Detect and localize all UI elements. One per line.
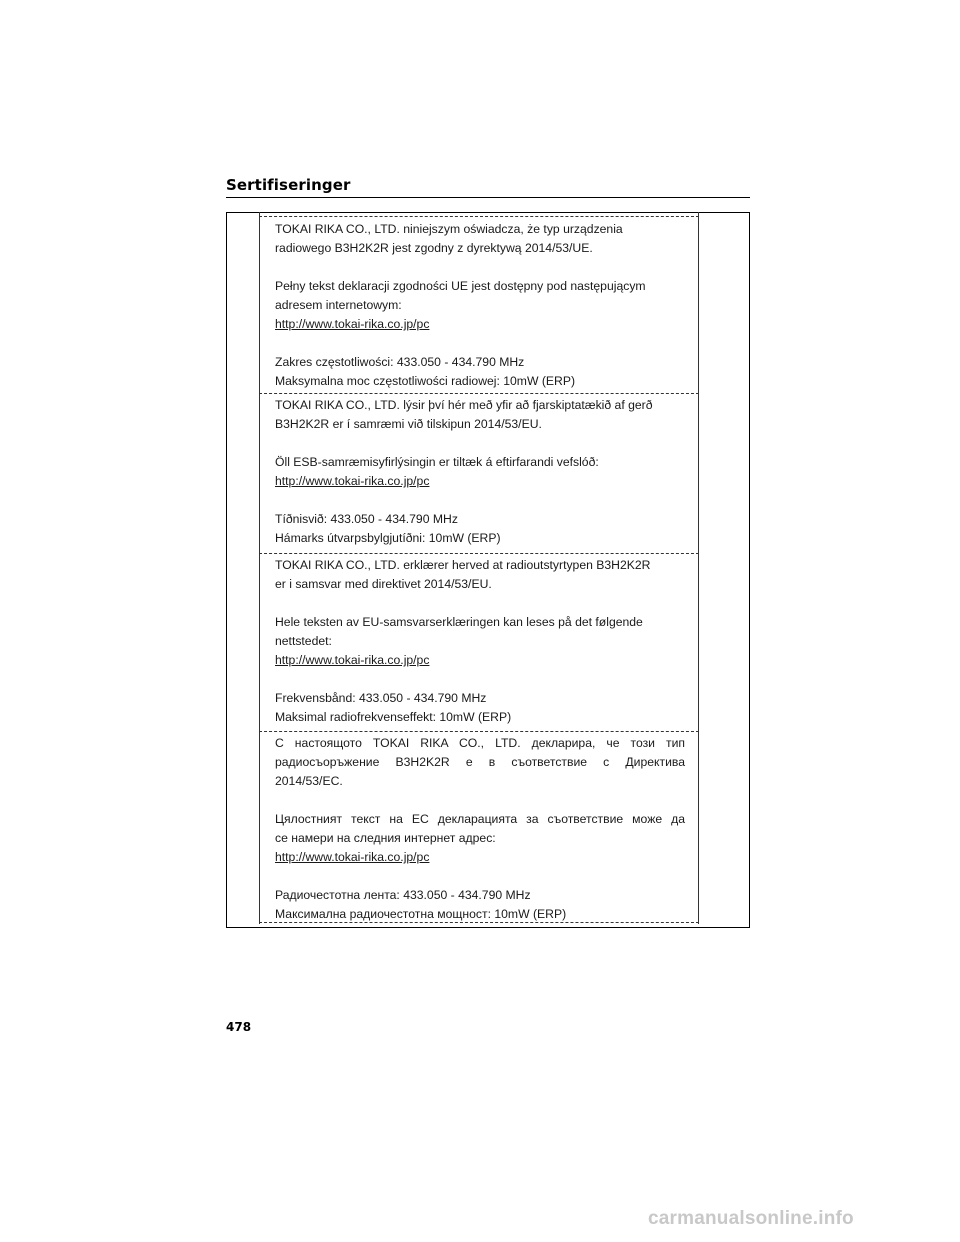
declaration-block-bulgarian <box>275 734 685 924</box>
max-power: Максимална радиочестотна мощност: 10mW (ERP) <box>275 907 567 921</box>
top-dashed-line <box>259 216 699 217</box>
declaration-url-link[interactable]: http://www.tokai-rika.co.jp/pc <box>275 653 430 667</box>
fulltext-line: се намери на следния интернет адрес: <box>275 831 496 845</box>
fulltext-line: Pełny tekst deklaracji zgodności UE jest dostępny pod następującym <box>275 279 646 293</box>
fulltext-line: Цялостният текст на ЕС декларацията за съответствие може да <box>275 812 685 826</box>
frequency-range: Tíðnisvið: 433.050 - 434.790 MHz <box>275 512 458 526</box>
declaration-line: er i samsvar med direktivet 2014/53/EU. <box>275 577 492 591</box>
declaration-url-link[interactable]: http://www.tokai-rika.co.jp/pc <box>275 850 430 864</box>
page-number: 478 <box>226 1020 252 1034</box>
declaration-line: TOKAI RIKA CO., LTD. niniejszym oświadcza, że typ urządzenia <box>275 222 623 236</box>
block-divider <box>259 731 699 732</box>
declaration-line: 2014/53/ЕС. <box>275 774 343 788</box>
fulltext-line: adresem internetowym: <box>275 298 402 312</box>
fulltext-line: Hele teksten av EU-samsvarserklæringen kan leses på det følgende <box>275 615 643 629</box>
declaration-block-polish <box>275 220 685 391</box>
frequency-range: Радиочестотна лента: 433.050 - 434.790 MHz <box>275 888 531 902</box>
declaration-block-norwegian <box>275 556 685 727</box>
fulltext-line: Öll ESB-samræmisyfirlýsingin er tiltæk á eftirfarandi vefslóð: <box>275 455 599 469</box>
declaration-line: radiowego B3H2K2R jest zgodny z dyrektywą 2014/53/UE. <box>275 241 593 255</box>
declaration-line: радиосъоръжение B3H2K2R е в съответствие с Директива <box>275 755 685 769</box>
block-divider <box>259 393 699 394</box>
declaration-line: TOKAI RIKA CO., LTD. erklærer herved at radioutstyrtypen B3H2K2R <box>275 558 651 572</box>
title-underline <box>226 197 750 198</box>
max-power: Maksymalna moc częstotliwości radiowej: 10mW (ERP) <box>275 374 576 388</box>
declaration-url-link[interactable]: http://www.tokai-rika.co.jp/pc <box>275 317 430 331</box>
block-divider <box>259 553 699 554</box>
max-power: Maksimal radiofrekvenseffekt: 10mW (ERP) <box>275 710 512 724</box>
declaration-line: B3H2K2R er í samræmi við tilskipun 2014/53/EU. <box>275 417 542 431</box>
declaration-block-icelandic <box>275 396 685 548</box>
declaration-line: С настоящото TOKAI RIKA CO., LTD. декларира, че този тип <box>275 736 685 750</box>
declaration-line: TOKAI RIKA CO., LTD. lýsir því hér með yfir að fjarskiptatækið af gerð <box>275 398 653 412</box>
watermark: carmanualsonline.info <box>648 1208 854 1229</box>
max-power: Hámarks útvarpsbylgjutíðni: 10mW (ERP) <box>275 531 501 545</box>
frequency-range: Zakres częstotliwości: 433.050 - 434.790 MHz <box>275 355 525 369</box>
section-title: Sertifiseringer <box>226 176 351 194</box>
declaration-url-link[interactable]: http://www.tokai-rika.co.jp/pc <box>275 474 430 488</box>
fulltext-line: nettstedet: <box>275 634 332 648</box>
frequency-range: Frekvensbånd: 433.050 - 434.790 MHz <box>275 691 487 705</box>
